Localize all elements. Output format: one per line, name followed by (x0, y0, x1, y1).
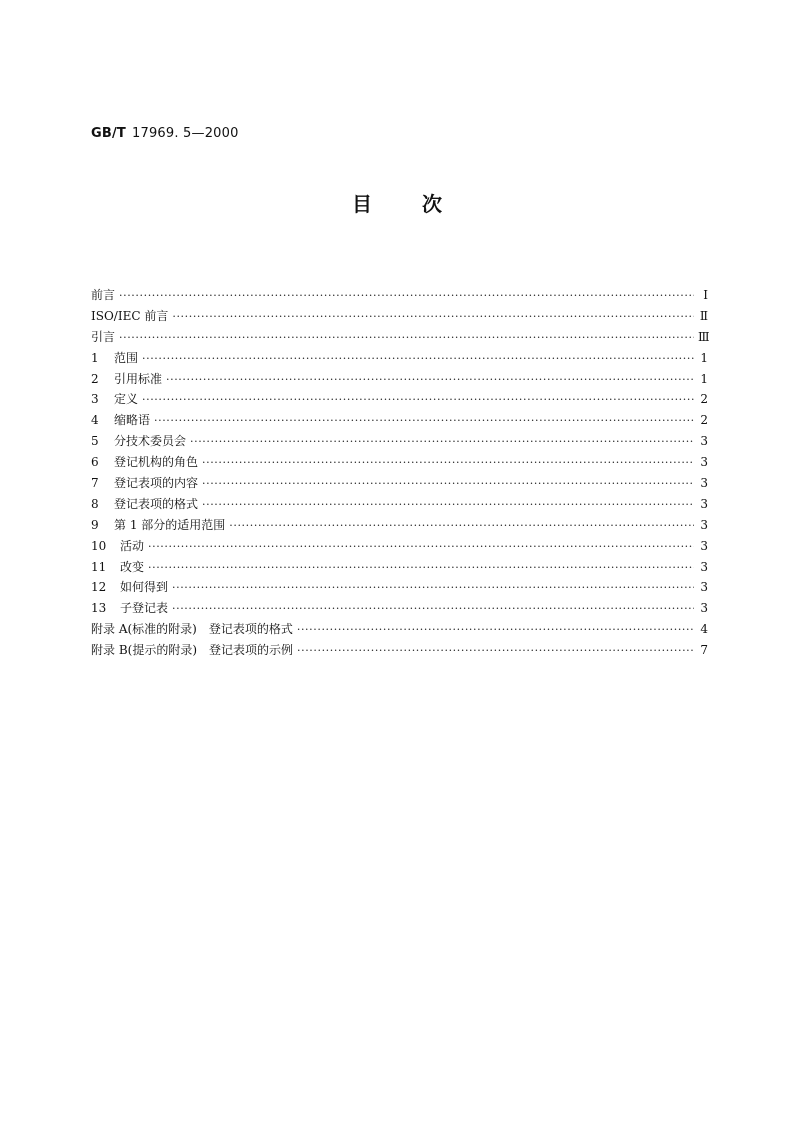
toc-entry-label: 范围 (114, 350, 139, 365)
toc-entry-appendix-b[interactable] (91, 640, 708, 661)
toc-entry-label: 子登记表 (120, 601, 169, 616)
toc-entry-number: 1 (91, 350, 99, 365)
toc-entry-number: 8 (91, 496, 99, 511)
toc-entry-page: 7 (700, 643, 708, 658)
toc-entry-6[interactable] (91, 452, 708, 473)
toc-entry-appendix-a[interactable] (91, 619, 708, 640)
toc-entry-page: 2 (700, 413, 708, 428)
toc-entry-page: 1 (700, 350, 708, 365)
toc-entry-label: 缩略语 (114, 413, 151, 428)
toc-entry-label: 如何得到 (120, 580, 169, 595)
dot-leader (166, 370, 694, 391)
toc-entry-label: ISO/IEC 前言 (91, 308, 169, 323)
toc-entry-label: 登记表项的内容 (114, 476, 199, 491)
toc-entry-12[interactable] (91, 577, 708, 598)
toc-entry-label: 改变 (120, 559, 145, 574)
toc-entry-page: 1 (700, 371, 708, 386)
toc-entry-label: 登记机构的角色 (114, 455, 199, 470)
toc-entry-label: 登记表项的格式 (114, 496, 199, 511)
toc-entry-number: 6 (91, 455, 99, 470)
dot-leader (172, 578, 694, 599)
toc-entry-number: 9 (91, 517, 99, 532)
toc-entry-label: 附录 B(提示的附录) 登记表项的示例 (91, 643, 293, 658)
toc-entry-4[interactable] (91, 410, 708, 431)
toc-entry-page: 3 (700, 601, 708, 616)
toc-entry-page: Ⅱ (699, 308, 708, 323)
toc-title: 目次 (352, 192, 492, 216)
toc-entry-13[interactable] (91, 598, 708, 619)
toc-entry-1[interactable] (91, 348, 708, 369)
dot-leader (148, 558, 694, 579)
toc-entry-page: Ⅲ (698, 329, 710, 344)
toc-entry-foreword[interactable] (91, 285, 708, 306)
toc-entry-number: 4 (91, 413, 99, 428)
toc-entry-page: 3 (700, 476, 708, 491)
toc-entry-page: 2 (700, 392, 708, 407)
toc-entry-number: 3 (91, 392, 99, 407)
toc-entry-label: 引用标准 (114, 371, 163, 386)
dot-leader (190, 432, 694, 453)
dot-leader (202, 495, 694, 516)
toc-entry-page: 3 (700, 496, 708, 511)
toc-entry-number: 11 (91, 559, 107, 574)
toc-entry-number: 2 (91, 371, 99, 386)
standard-code (91, 126, 239, 141)
toc-entry-page: 3 (700, 559, 708, 574)
toc-entry-label: 分技术委员会 (114, 434, 187, 449)
toc-entry-introduction[interactable] (91, 327, 708, 348)
toc-entry-label: 第 1 部分的适用范围 (114, 517, 226, 532)
dot-leader (297, 641, 694, 662)
toc-entry-page: 3 (700, 434, 708, 449)
dot-leader (202, 474, 694, 495)
toc-entry-number: 12 (91, 580, 107, 595)
dot-leader (148, 537, 694, 558)
dot-leader (119, 286, 694, 307)
dot-leader (297, 620, 694, 641)
toc-entry-3[interactable] (91, 389, 708, 410)
toc-entry-10[interactable] (91, 536, 708, 557)
toc-entry-number: 13 (91, 601, 107, 616)
toc-entry-page: 3 (700, 455, 708, 470)
toc-entry-label: 前言 (91, 288, 116, 302)
toc-entry-number: 10 (91, 538, 107, 553)
toc-entry-iso-iec-foreword[interactable] (91, 306, 708, 327)
dot-leader (119, 328, 694, 349)
toc-entry-page: 3 (700, 517, 708, 532)
dot-leader (202, 453, 694, 474)
dot-leader (142, 349, 694, 370)
dot-leader (229, 516, 694, 537)
toc-entry-page: 3 (700, 580, 708, 595)
toc-entry-5[interactable] (91, 431, 708, 452)
toc-entry-9[interactable] (91, 515, 708, 536)
dot-leader (172, 599, 694, 620)
dot-leader (142, 390, 694, 411)
standard-number: 17969. 5—2000 (132, 126, 239, 141)
toc-entry-label: 引言 (91, 329, 116, 344)
toc-entry-page: 4 (700, 622, 708, 637)
toc-entry-label: 附录 A(标准的附录) 登记表项的格式 (91, 622, 293, 637)
toc-entry-number: 7 (91, 476, 99, 491)
toc-entry-7[interactable] (91, 473, 708, 494)
toc-entry-8[interactable] (91, 494, 708, 515)
toc-entry-label: 定义 (114, 392, 139, 407)
toc-entry-11[interactable] (91, 557, 708, 578)
toc-entry-label: 活动 (120, 538, 145, 553)
table-of-contents (91, 285, 708, 661)
toc-entry-page: 3 (700, 538, 708, 553)
dot-leader (172, 307, 694, 328)
toc-entry-number: 5 (91, 434, 99, 449)
standard-prefix: GB/T (91, 126, 126, 141)
dot-leader (154, 411, 694, 432)
toc-entry-page: Ⅰ (703, 288, 708, 302)
toc-entry-2[interactable] (91, 369, 708, 390)
